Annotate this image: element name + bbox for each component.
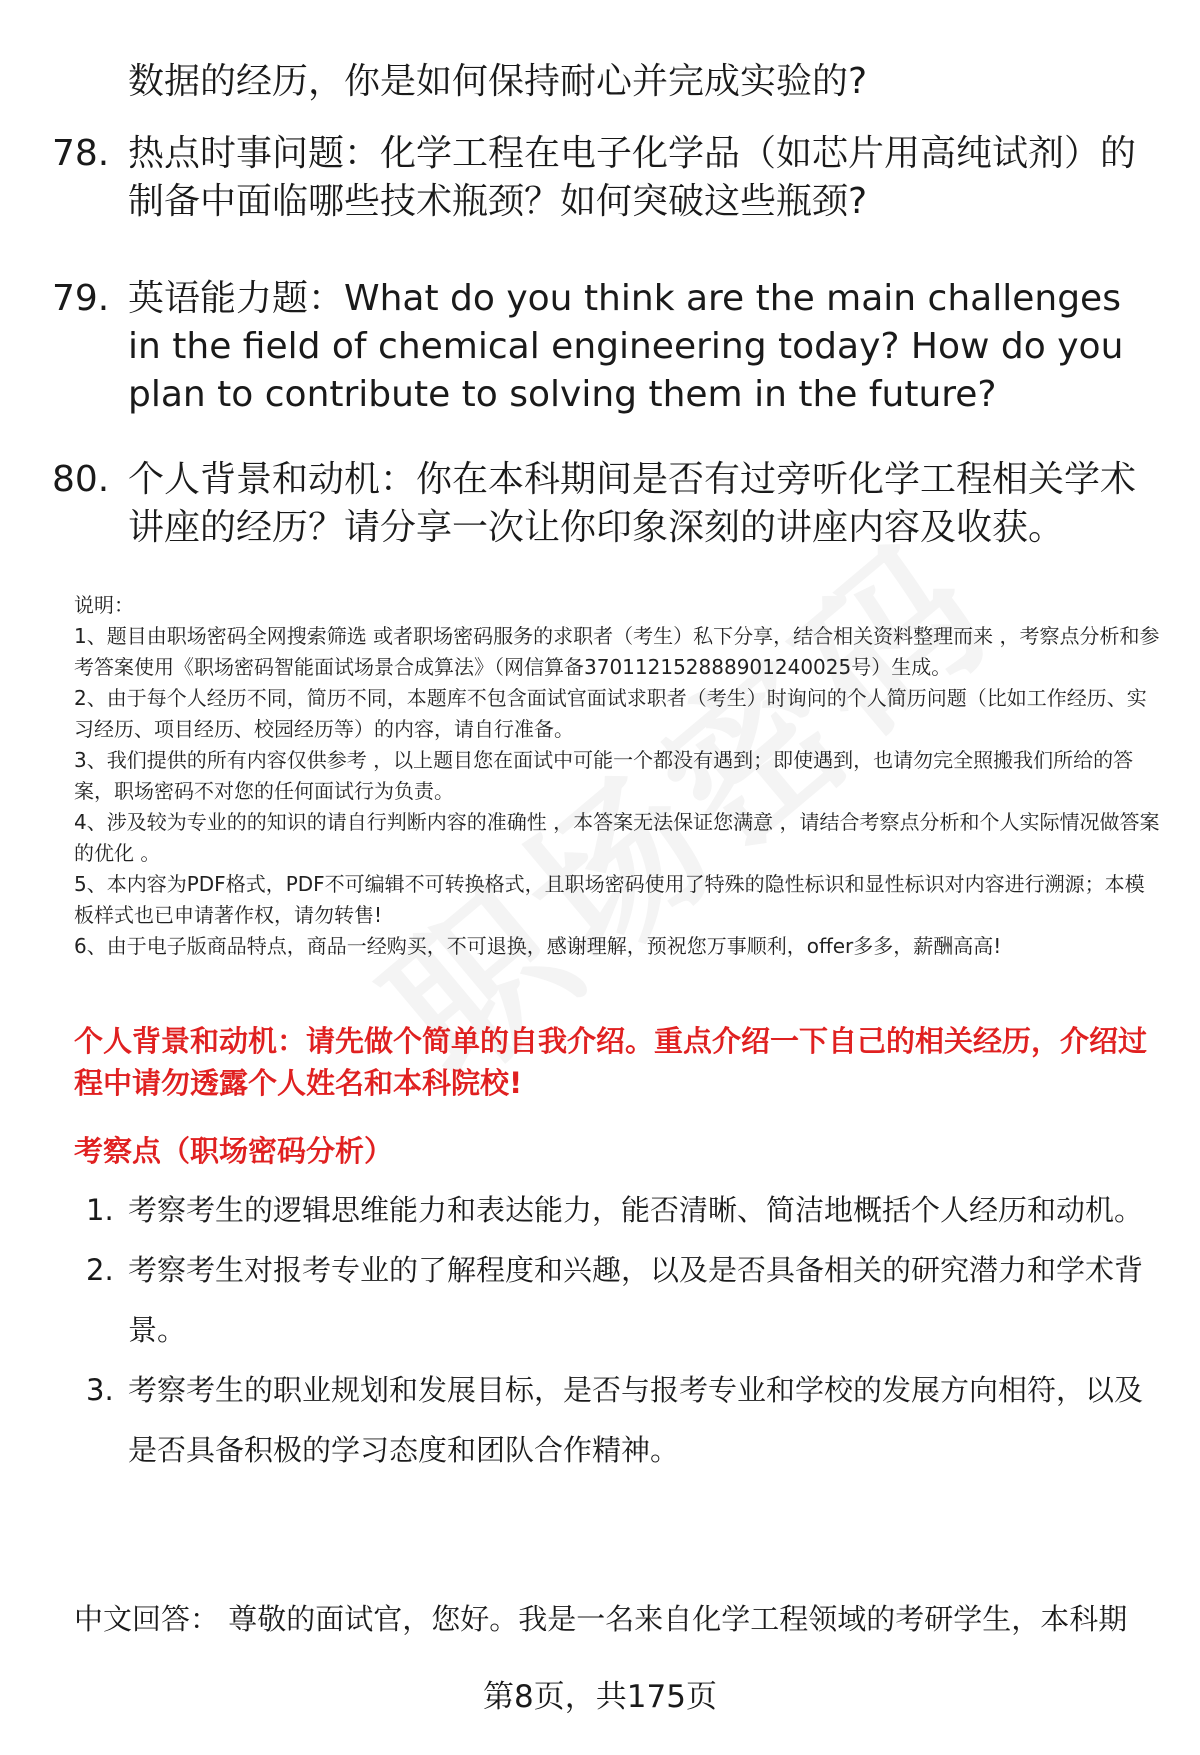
question-text: 英语能力题：What do you think are the main challenges in the field of chemical engineering today? How do you plan to contribute to solving them in the future?	[128, 278, 1124, 415]
question-number: 79.	[52, 278, 110, 319]
note-line: 3、我们提供的所有内容仅供参考 ，以上题目您在面试中可能一个都没有遇到；即使遇到，也请勿完全照搬我们所给的答案，职场密码不对您的任何面试行为负责。	[74, 748, 1134, 803]
analysis-item-text: 考察考生对报考专业的了解程度和兴趣，以及是否具备相关的研究潜力和学术背景。	[128, 1253, 1144, 1347]
analysis-item-number: 3.	[86, 1373, 114, 1407]
question-number: 78.	[52, 133, 110, 174]
question-text: 个人背景和动机：你在本科期间是否有过旁听化学工程相关学术讲座的经历？请分享一次让你印象深刻的讲座内容及收获。	[128, 459, 1137, 548]
note-line: 2、由于每个人经历不同，简历不同，本题库不包含面试官面试求职者（考生）时询问的个人简历问题（比如工作经历、实习经历、项目经历、校园经历等）的内容，请自行准备。	[74, 686, 1147, 741]
question-77-continuation: 数据的经历，你是如何保持耐心并完成实验的?	[128, 61, 868, 102]
note-line: 5、本内容为PDF格式，PDF不可编辑不可转换格式，且职场密码使用了特殊的隐性标识和显性标识对内容进行溯源；本模板样式也已申请著作权，请勿转售!	[74, 872, 1145, 927]
question-text: 热点时事问题：化学工程在电子化学品（如芯片用高纯试剂）的制备中面临哪些技术瓶颈？如何突破这些瓶颈?	[128, 133, 1137, 222]
analysis-item	[74, 1180, 1154, 1240]
analysis-item-text: 考察考生的逻辑思维能力和表达能力，能否清晰、简洁地概括个人经历和动机。	[128, 1193, 1144, 1227]
analysis-item-text: 考察考生的职业规划和发展目标，是否与报考专业和学校的发展方向相符，以及是否具备积极的学习态度和团队合作精神。	[128, 1373, 1144, 1467]
answer-text: 尊敬的面试官，您好。我是一名来自化学工程领域的考研学生，本科期	[228, 1602, 1128, 1636]
analysis-item	[74, 1240, 1154, 1360]
analysis-list	[74, 1180, 1154, 1480]
question-79	[52, 275, 1152, 419]
analysis-item-number: 1.	[86, 1193, 114, 1227]
analysis-item	[74, 1360, 1154, 1480]
interview-question-heading: 个人背景和动机：请先做个简单的自我介绍。重点介绍一下自己的相关经历，介绍过程中请勿透露个人姓名和本科院校!	[74, 1024, 1148, 1100]
note-line: 1、题目由职场密码全网搜索筛选 或者职场密码服务的求职者（考生）私下分享，结合相关资料整理而来 ，考察点分析和参考答案使用《职场密码智能面试场景合成算法》（网信算备370112152888901240025号）生成。	[74, 624, 1160, 679]
notes-title: 说明：	[74, 593, 134, 617]
page-footer: 第8页，共175页	[483, 1679, 717, 1715]
notes-section	[74, 590, 1160, 962]
answer-label: 中文回答：	[74, 1602, 220, 1636]
question-80	[52, 456, 1152, 552]
note-line: 4、涉及较为专业的的知识的请自行判断内容的准确性 ，本答案无法保证您满意 ，请结合考察点分析和个人实际情况做答案的优化 。	[74, 810, 1160, 865]
answer-section	[74, 1598, 1164, 1640]
question-78	[52, 130, 1152, 226]
analysis-item-number: 2.	[86, 1253, 114, 1287]
note-line: 6、由于电子版商品特点，商品一经购买，不可退换，感谢理解，预祝您万事顺利，offer多多，薪酬高高!	[74, 934, 1002, 958]
analysis-heading: 考察点（职场密码分析）	[74, 1134, 394, 1168]
question-number: 80.	[52, 459, 110, 500]
